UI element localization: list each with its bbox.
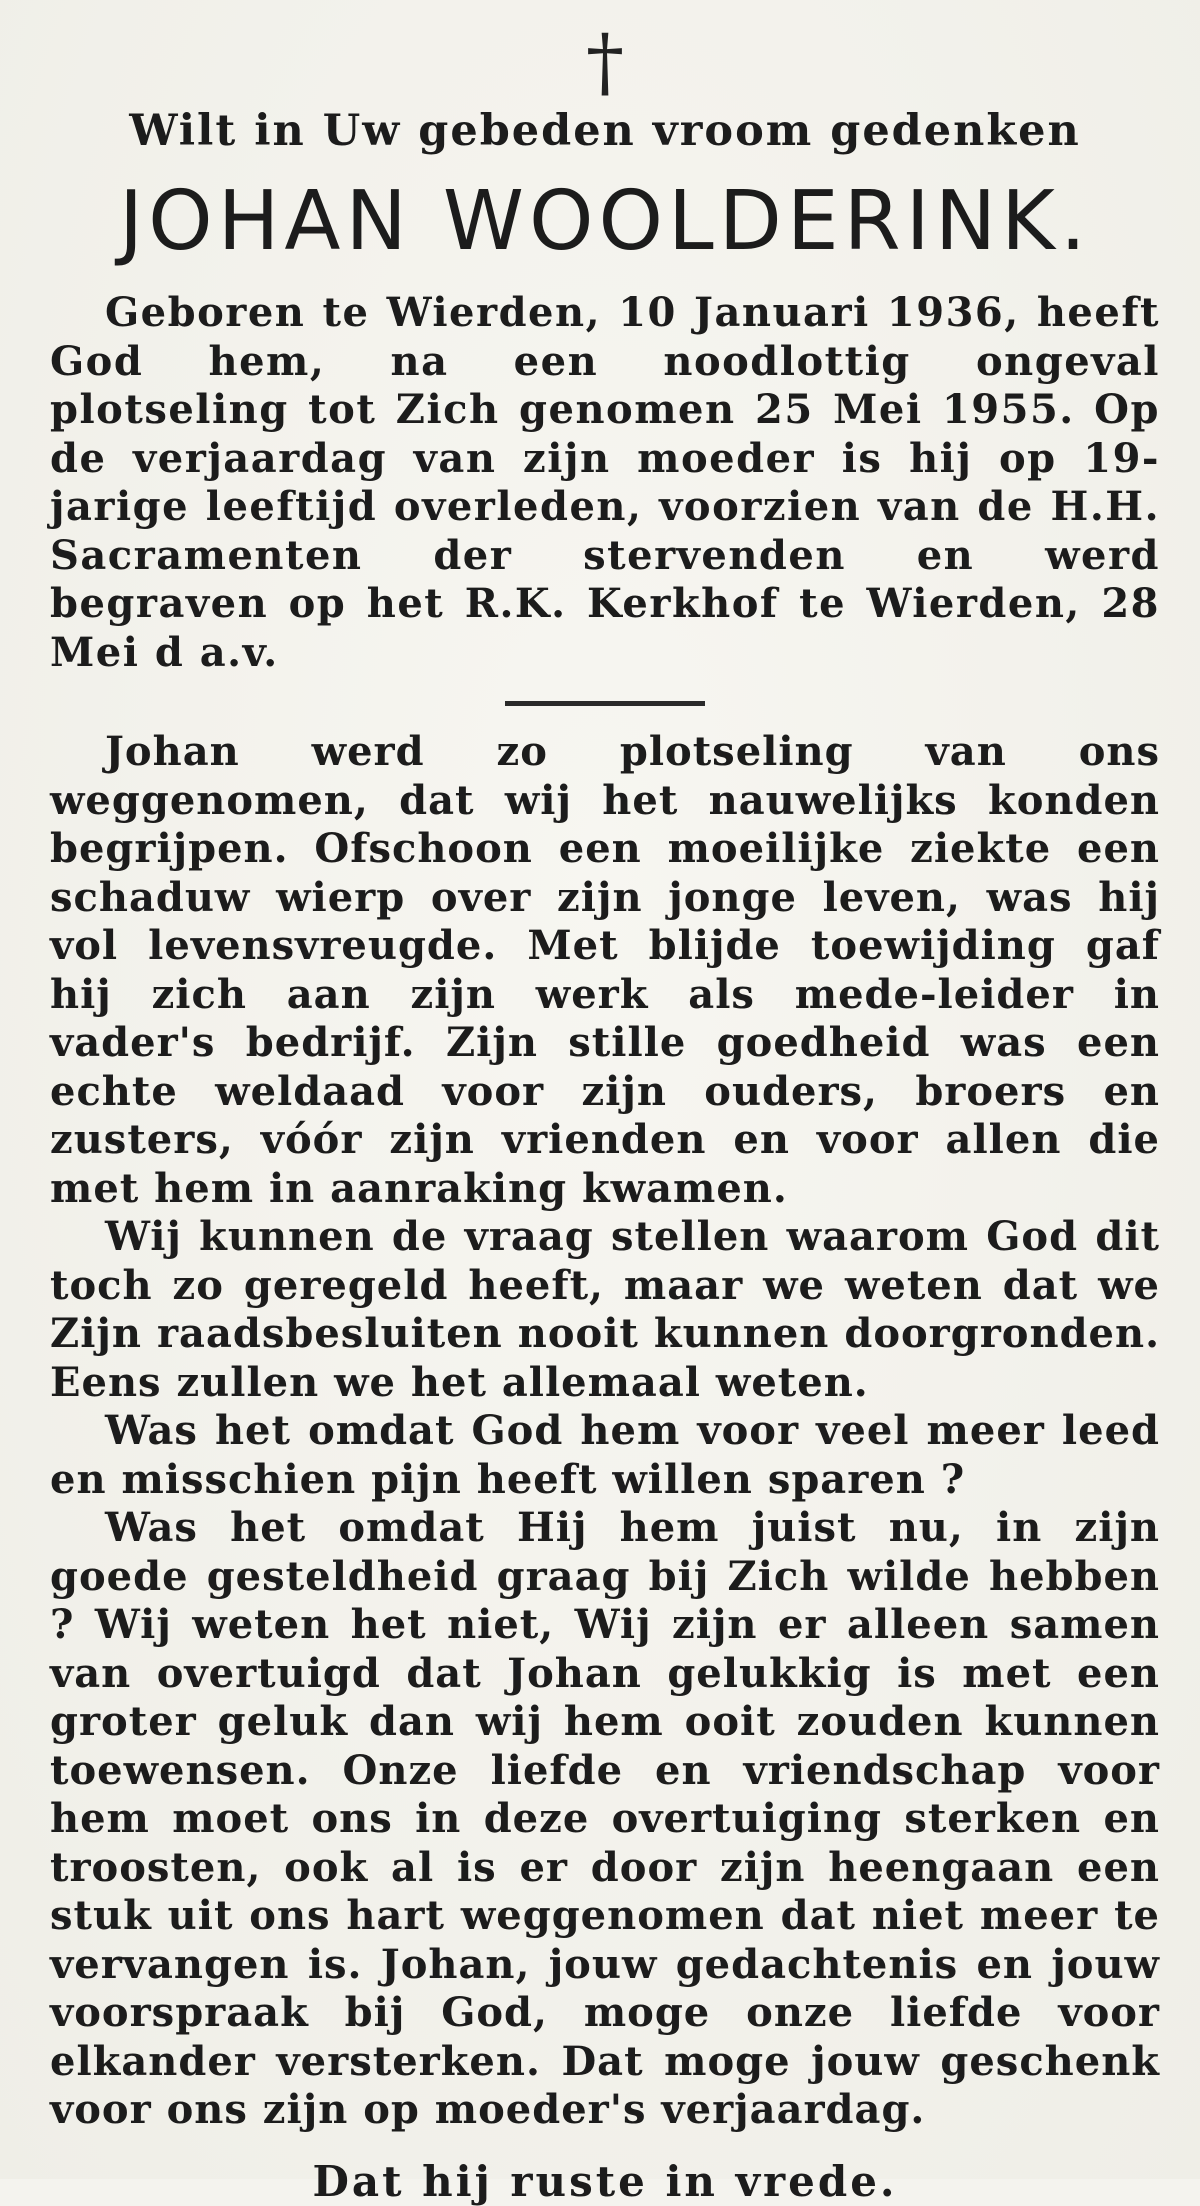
question-paragraph: Wij kunnen de vraag stellen waarom God dit toch zo geregeld heeft, maar we weten dat we Zijn raadsbesluiten nooit kunnen doorgronden. Eens zullen we het allemaal weten. — [50, 1213, 1160, 1406]
closing-line: Dat hij ruste in vrede. — [312, 2156, 898, 2206]
divider-rule — [505, 701, 705, 706]
invocation-line: Wilt in Uw gebeden vroom gedenken — [129, 106, 1081, 156]
deceased-name: JOHAN WOOLDERINK. — [118, 174, 1092, 269]
tribute-paragraph: Johan werd zo plotseling van ons weggenomen, dat wij het nauwelijks konden begrijpen. Ofschoon een moeilijke ziekte een schaduw wierp over zijn jonge leven, was hij vol levensvreugde. Met blijde toewijding gaf hij zich aan zijn werk als mede-leider in vader's bedrijf. Zijn stille goedheid was een echte weldaad voor zijn ouders, broers en zusters, vóór zijn vrienden en voor allen die met hem in aanraking kwamen. — [50, 728, 1160, 1212]
consolation-paragraph: Was het omdat Hij hem juist nu, in zijn goede gesteldheid graag bij Zich wilde hebben ? Wij weten het niet, Wij zijn er alleen samen van overtuigd dat Johan gelukkig is met een groter geluk dan wij hem ooit zouden kunnen toewensen. Onze liefde en vriendschap voor hem moet ons in deze overtuiging sterken en troosten, ook al is er door zijn heengaan een stuk uit ons hart weggenomen dat niet meer te vervangen is. Johan, jouw gedachtenis en jouw voorspraak bij God, moge onze liefde voor elkander versterken. Dat moge jouw geschenk voor ons zijn op moeder's verjaardag. — [50, 1504, 1160, 2133]
question-paragraph: Was het omdat God hem voor veel meer leed en misschien pijn heeft willen sparen ? — [50, 1407, 1160, 1503]
cross-icon: † — [586, 17, 624, 106]
birth-death-paragraph: Geboren te Wierden, 10 Januari 1936, heeft God hem, na een noodlottig ongeval plotseling tot Zich genomen 25 Mei 1955. Op de verjaardag van zijn moeder is hij op 19-jarige leeftijd overleden, voorzien van de H.H. Sacramenten der stervenden en werd begraven op het R.K. Kerkhof te Wierden, 28 Mei d a.v. — [50, 289, 1160, 676]
